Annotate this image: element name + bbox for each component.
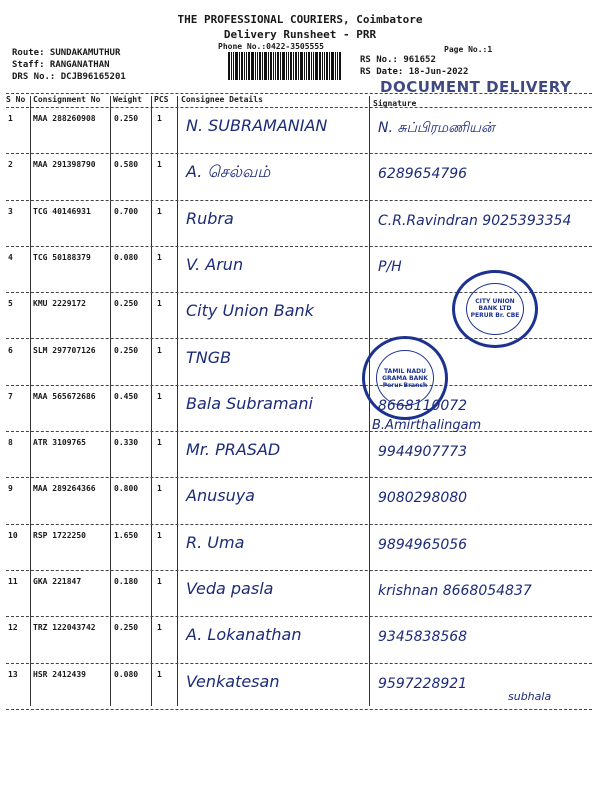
table-row [0, 571, 600, 615]
barcode-bar [255, 52, 256, 80]
row-weight: 0.450 [114, 391, 139, 401]
page-number: Page No.:1 [444, 45, 493, 54]
row-weight: 0.250 [114, 114, 139, 123]
signature: C.R.Ravindran 9025393354 [378, 212, 572, 229]
row-consignment: TCG 40146931 [33, 206, 91, 216]
seal-text: TAMIL NADU GRAMA BANK Perur Branch [382, 367, 428, 389]
row-pcs: 1 [157, 484, 162, 494]
row-weight: 0.250 [114, 623, 139, 633]
signature: 9894965056 [378, 536, 468, 553]
row-pcs: 1 [157, 530, 162, 540]
consignee-name: Rubra [186, 208, 234, 228]
barcode-bar [331, 52, 334, 80]
table-row [0, 478, 600, 522]
barcode-bar [235, 52, 238, 80]
barcode-bar [293, 52, 294, 80]
col-consignment: Consignment No [33, 95, 101, 104]
consignee-name: Veda pasla [186, 579, 274, 598]
col-pcs: PCS [154, 95, 169, 104]
row-consignment: SLM 297707126 [33, 345, 96, 355]
row-weight: 0.700 [114, 206, 139, 216]
table-row [0, 108, 600, 152]
barcode-bar [298, 52, 299, 80]
row-consignment: TCG 50188379 [33, 252, 91, 262]
table-row [0, 617, 600, 661]
barcode-bar [275, 52, 276, 80]
barcode-bar [277, 52, 279, 80]
consignee-name: V. Arun [186, 254, 244, 274]
barcode-bar [280, 52, 281, 80]
row-consignment: KMU 2229172 [33, 299, 86, 309]
barcode-bar [288, 52, 289, 80]
row-sno: 3 [8, 206, 13, 216]
barcode-bar [304, 52, 305, 80]
drs-number: DRS No.: DCJB96165201 [12, 72, 126, 82]
row-consignment: MAA 565672686 [33, 391, 96, 401]
row-pcs: 1 [157, 114, 162, 123]
row-divider [6, 709, 592, 710]
barcode-bar [335, 52, 336, 80]
row-weight: 0.330 [114, 438, 139, 448]
table-row [0, 525, 600, 569]
row-weight: 0.080 [114, 252, 139, 262]
row-pcs: 1 [157, 160, 162, 170]
table-row [0, 201, 600, 245]
row-sno: 13 [8, 669, 18, 679]
consignee-name: R. Uma [186, 532, 245, 552]
route-label: Route: SUNDAKAMUTHUR [12, 48, 121, 58]
row-consignment: MAA 288260908 [33, 114, 96, 123]
table-row [0, 154, 600, 198]
row-consignment: ATR 3109765 [33, 438, 86, 448]
row-weight: 0.180 [114, 577, 139, 586]
row-consignment: MAA 289264366 [33, 484, 96, 494]
barcode-bar [228, 52, 230, 80]
barcode-bar [233, 52, 234, 80]
barcode-bar [241, 52, 243, 80]
rs-number: RS No.: 961652 [360, 55, 436, 65]
col-sno: S No [6, 95, 26, 104]
signature-extra: B.Amirthalingam [372, 418, 482, 433]
row-weight: 0.800 [114, 484, 139, 494]
barcode-bar [322, 52, 323, 80]
barcode-bar [324, 52, 325, 80]
phone-number: Phone No.:0422-3505555 [218, 42, 324, 51]
signature: 9597228921 [378, 675, 468, 692]
consignee-name: TNGB [186, 347, 232, 367]
barcode-bar [273, 52, 274, 80]
row-consignment: TRZ 122043742 [33, 623, 96, 633]
row-pcs: 1 [157, 438, 162, 448]
barcode-bar [311, 52, 312, 80]
barcode-bar [313, 52, 314, 80]
consignee-name: City Union Bank [186, 301, 314, 321]
consignee-name: A. செல்வம் [186, 162, 271, 182]
row-consignment: HSR 2412439 [33, 669, 86, 679]
row-pcs: 1 [157, 669, 162, 679]
table-row [0, 432, 600, 476]
consignee-name: Bala Subramani [186, 393, 313, 413]
signature: N. சுப்பிரமணியன் [378, 120, 495, 136]
barcode-bar [251, 52, 254, 80]
consignee-name: Mr. PRASAD [186, 440, 281, 460]
row-sno: 12 [8, 623, 18, 633]
company-title: THE PROFESSIONAL COURIERS, Coimbatore [177, 13, 423, 26]
signature: 9944907773 [378, 444, 468, 461]
barcode-bar [262, 52, 263, 80]
col-consignee: Consignee Details [181, 95, 263, 104]
signature: 8668110072 [378, 397, 468, 414]
barcode-bar [315, 52, 318, 80]
signature: 6289654796 [378, 166, 468, 183]
barcode-bar [231, 52, 232, 80]
barcode-bar [282, 52, 285, 80]
runsheet-title: Delivery Runsheet - PRR [223, 28, 377, 41]
row-pcs: 1 [157, 577, 162, 586]
row-pcs: 1 [157, 299, 162, 309]
barcode [228, 52, 358, 80]
barcode-bar [246, 52, 247, 80]
row-sno: 6 [8, 345, 13, 355]
row-consignment: RSP 1722250 [33, 530, 86, 540]
row-weight: 0.580 [114, 160, 139, 170]
barcode-bar [264, 52, 267, 80]
row-sno: 10 [8, 530, 18, 540]
row-sno: 7 [8, 391, 13, 401]
barcode-bar [290, 52, 292, 80]
row-pcs: 1 [157, 345, 162, 355]
barcode-bar [244, 52, 245, 80]
staff-label: Staff: RANGANATHAN [12, 60, 110, 70]
signature: 9080298080 [378, 490, 468, 507]
barcode-bar [257, 52, 258, 80]
row-sno: 8 [8, 438, 13, 448]
row-pcs: 1 [157, 206, 162, 216]
barcode-bar [319, 52, 321, 80]
barcode-bar [295, 52, 297, 80]
barcode-bar [268, 52, 269, 80]
bank-seal-stamp [362, 336, 448, 420]
consignee-name: A. Lokanathan [186, 625, 302, 645]
row-pcs: 1 [157, 252, 162, 262]
barcode-bar [306, 52, 307, 80]
barcode-bar [339, 52, 341, 80]
barcode-bar [337, 52, 338, 80]
signature: krishnan 8668054837 [378, 583, 532, 599]
row-consignment: GKA 221847 [33, 577, 82, 586]
barcode-bar [248, 52, 250, 80]
signature: 9345838568 [378, 629, 468, 646]
barcode-bar [300, 52, 303, 80]
seal-text: CITY UNION BANK LTD PERUR Br. CBE [470, 298, 520, 320]
col-signature: Signature [373, 99, 417, 108]
signature-extra: subhala [508, 690, 552, 703]
header-rule-top [6, 93, 592, 94]
row-weight: 0.250 [114, 299, 139, 309]
row-weight: 0.080 [114, 669, 139, 679]
signature: P/H [378, 258, 402, 275]
row-sno: 1 [8, 114, 13, 123]
document-delivery-stamp: DOCUMENT DELIVERY [380, 78, 572, 96]
row-pcs: 1 [157, 391, 162, 401]
row-pcs: 1 [157, 623, 162, 633]
row-sno: 4 [8, 252, 13, 262]
barcode-bar [259, 52, 261, 80]
consignee-name: N. SUBRAMANIAN [186, 116, 328, 135]
col-weight: Weight [113, 95, 142, 104]
barcode-bar [286, 52, 287, 80]
row-sno: 2 [8, 160, 13, 170]
bank-seal-stamp [452, 270, 538, 348]
consignee-name: Venkatesan [186, 671, 280, 691]
table-row [0, 386, 600, 430]
barcode-bar [329, 52, 330, 80]
rs-date: RS Date: 18-Jun-2022 [360, 67, 469, 77]
barcode-bar [308, 52, 310, 80]
consignee-name: Anusuya [186, 486, 255, 506]
row-sno: 5 [8, 299, 13, 309]
barcode-bar [326, 52, 328, 80]
table-row [0, 340, 600, 384]
row-consignment: MAA 291398790 [33, 160, 96, 170]
row-sno: 9 [8, 484, 13, 494]
barcode-bar [270, 52, 272, 80]
barcode-bar [239, 52, 240, 80]
row-sno: 11 [8, 577, 18, 586]
row-weight: 1.650 [114, 530, 139, 540]
row-weight: 0.250 [114, 345, 139, 355]
